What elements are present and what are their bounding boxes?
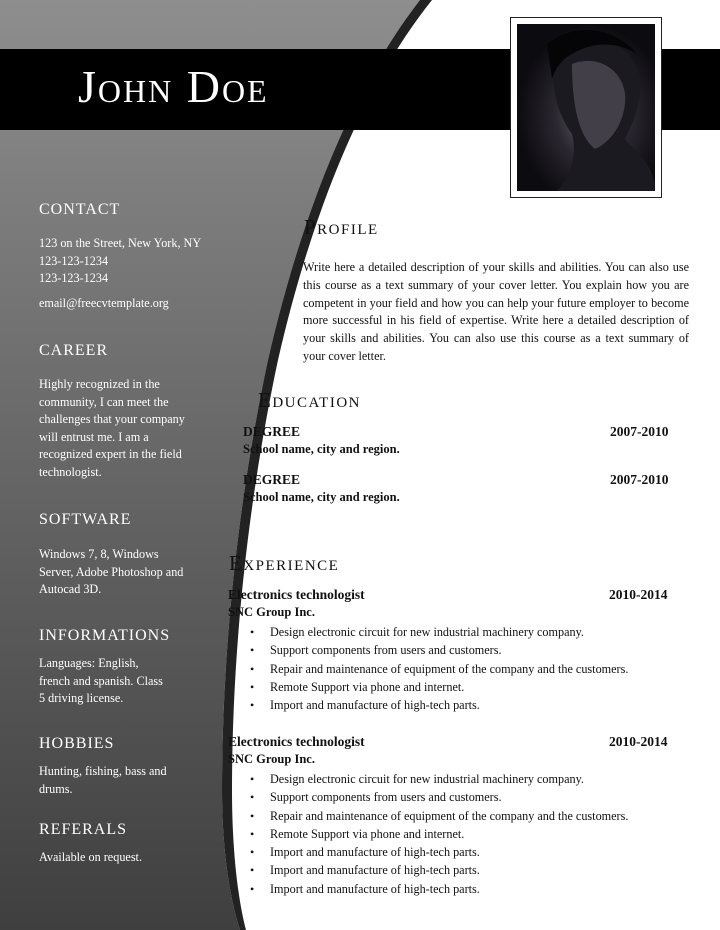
software-text: Windows 7, 8, Windows Server, Adobe Photoshop and Autocad 3D. [39, 547, 184, 596]
profile-photo-frame [510, 17, 662, 198]
education-years: 2007-2010 [610, 424, 669, 439]
software-heading: SOFTWARE [39, 511, 132, 528]
referals-heading: REFERALS [39, 821, 128, 838]
informations-text: Languages: English, french and spanish. Class 5 driving license. [39, 656, 163, 705]
list-item: • Support components from users and customers. [250, 641, 690, 659]
job-title: Electronics technologist [228, 734, 365, 749]
job-company: SNC Group Inc. [228, 752, 315, 766]
list-item: • Design electronic circuit for new industrial machinery company. [250, 623, 690, 641]
hobbies-heading: HOBBIES [39, 735, 115, 752]
education-years: 2007-2010 [610, 472, 669, 487]
referals-text: Available on request. [39, 850, 142, 864]
list-item: • Import and manufacture of high-tech parts. [250, 861, 690, 879]
list-item: • Support components from users and customers. [250, 788, 690, 806]
contact-block [39, 235, 224, 312]
list-item: • Repair and maintenance of equipment of the company and the customers. [250, 660, 690, 678]
profile-text: Write here a detailed description of your skills and abilities. You can also use this course as a text summary of your cover letter. You explain how you are competent in your field and how you can help your future employer to become more successful in his field of expertise. Write here a detailed description of your skills and abilities. You can also use this course as a text summary of your cover letter. [303, 260, 689, 363]
job-years: 2010-2014 [609, 734, 668, 749]
education-school: School name, city and region. [243, 442, 400, 456]
job-company: SNC Group Inc. [228, 605, 315, 619]
contact-phone-2: 123-123-1234 [39, 271, 109, 285]
career-heading: CAREER [39, 342, 109, 359]
list-item: • Import and manufacture of high-tech parts. [250, 843, 690, 861]
list-item: • Remote Support via phone and internet. [250, 678, 690, 696]
candidate-name: John Doe [78, 61, 269, 112]
informations-heading: INFORMATIONS [39, 627, 171, 644]
profile-photo [517, 24, 655, 191]
list-item: • Import and manufacture of high-tech parts. [250, 696, 690, 714]
education-heading: Education [258, 388, 361, 412]
profile-heading: Profile [304, 215, 379, 239]
contact-heading: CONTACT [39, 201, 121, 218]
contact-phone-1: 123-123-1234 [39, 253, 109, 268]
contact-email[interactable]: email@freecvtemplate.org [39, 295, 169, 310]
job-duties-list [250, 770, 690, 898]
contact-address: 123 on the Street, New York, NY [39, 236, 202, 250]
job-years: 2010-2014 [609, 587, 668, 602]
experience-heading: Experience [229, 551, 340, 575]
education-degree: DEGREE [243, 472, 301, 487]
list-item: • Import and manufacture of high-tech parts. [250, 880, 690, 898]
education-school: School name, city and region. [243, 490, 400, 504]
list-item: • Design electronic circuit for new industrial machinery company. [250, 770, 690, 788]
list-item: • Repair and maintenance of equipment of the company and the customers. [250, 807, 690, 825]
job-title: Electronics technologist [228, 587, 365, 602]
hobbies-text: Hunting, fishing, bass and drums. [39, 764, 167, 796]
career-text: Highly recognized in the community, I can meet the challenges that your company will entrust me. I am a recognized expert in the field technologist. [39, 377, 185, 479]
education-degree: DEGREE [243, 424, 301, 439]
list-item: • Remote Support via phone and internet. [250, 825, 690, 843]
job-duties-list [250, 623, 690, 714]
